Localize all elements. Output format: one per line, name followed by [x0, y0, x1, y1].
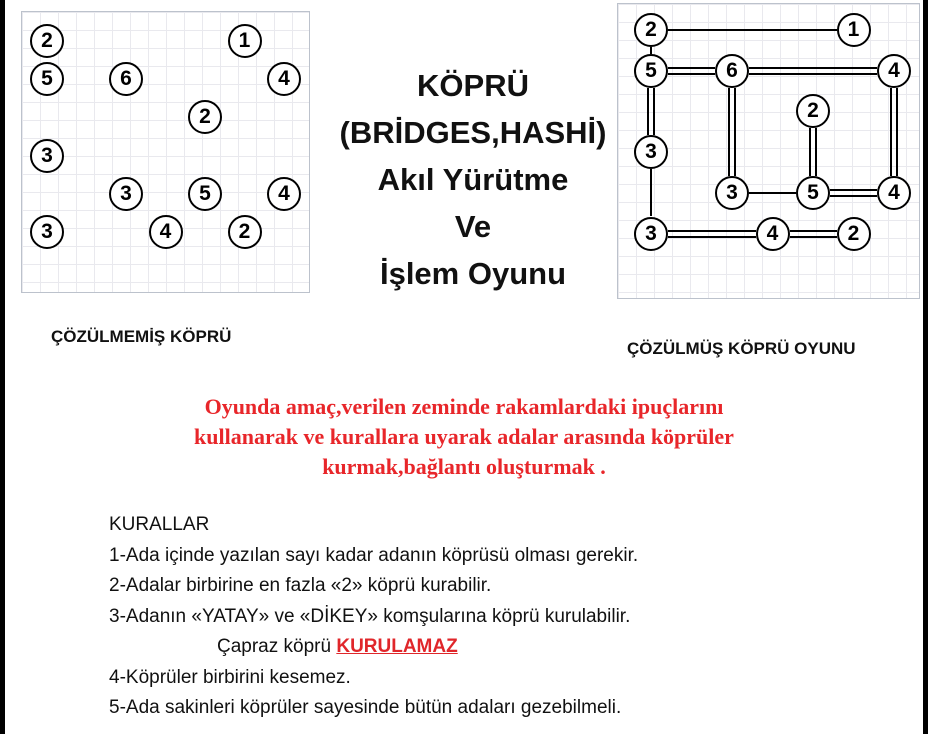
bridge: [668, 67, 715, 75]
bridge: [668, 29, 837, 32]
bridge: [830, 189, 877, 197]
island: 4: [877, 54, 911, 88]
island: 2: [228, 215, 262, 249]
bridge: [728, 88, 736, 176]
island: 2: [634, 13, 668, 47]
island: 6: [109, 62, 143, 96]
rule-4: 4-Köprüler birbirini kesemez.: [109, 666, 351, 688]
island: 5: [30, 62, 64, 96]
island: 2: [30, 24, 64, 58]
bridge: [650, 169, 653, 216]
bridge: [749, 192, 796, 195]
island: 4: [877, 176, 911, 210]
rule-5: 5-Ada sakinleri köprüler sayesinde bütün adaları gezebilmeli.: [109, 697, 622, 718]
island: 3: [30, 215, 64, 249]
rules-heading: KURALLAR: [109, 514, 210, 535]
title-line: (BRİDGES,HASHİ): [339, 115, 607, 150]
island: 2: [837, 217, 871, 251]
island: 6: [715, 54, 749, 88]
slide: [5, 0, 923, 734]
title-line: İşlem Oyunu: [379, 256, 567, 291]
bridge: [890, 88, 898, 176]
unsolved-puzzle-board: [21, 11, 310, 293]
island: 3: [634, 135, 668, 169]
title-line: Akıl Yürütme: [377, 162, 569, 197]
rule-3: 3-Adanın «YATAY» ve «DİKEY» komşularına köprü kurulabilir.: [109, 605, 631, 627]
rule-2: 2-Adalar birbirine en fazla «2» köprü kurabilir.: [109, 575, 492, 596]
bridge: [647, 88, 655, 135]
goal-line: Oyunda amaç,verilen zeminde rakamlardaki ipuçlarını: [204, 394, 724, 419]
island: 2: [188, 100, 222, 134]
rule-3-note-text: Çapraz köprü: [217, 636, 337, 657]
island: 5: [796, 176, 830, 210]
island: 3: [715, 176, 749, 210]
island: 5: [634, 54, 668, 88]
island: 4: [756, 217, 790, 251]
title-line: KÖPRÜ: [417, 68, 529, 103]
slide-title: [323, 62, 623, 297]
rule-1: 1-Ada içinde yazılan sayı kadar adanın köprüsü olması gerekir.: [109, 544, 639, 566]
island: 3: [30, 139, 64, 173]
island: 1: [228, 24, 262, 58]
goal-line: kullanarak ve kurallara uyarak adalar arasında köprüler: [194, 424, 734, 449]
island: 3: [634, 217, 668, 251]
island: 3: [109, 177, 143, 211]
island: 4: [267, 177, 301, 211]
unsolved-caption: ÇÖZÜLMEMİŞ KÖPRÜ: [51, 327, 232, 346]
island: 4: [149, 215, 183, 249]
bridge: [790, 230, 837, 238]
title-line: Ve: [454, 209, 492, 244]
bridge: [809, 128, 817, 175]
island: 4: [267, 62, 301, 96]
bridge: [650, 47, 653, 54]
island: 1: [837, 13, 871, 47]
rules-list: [109, 510, 829, 724]
bridge: [668, 230, 756, 238]
solved-caption: ÇÖZÜLMÜŞ KÖPRÜ OYUNU: [627, 339, 856, 358]
rule-3-emphasis: KURULAMAZ: [336, 636, 458, 657]
goal-text: [5, 392, 923, 482]
bridge: [749, 67, 877, 75]
rule-3-note: [109, 632, 829, 663]
island: 5: [188, 177, 222, 211]
goal-line: kurmak,bağlantı oluşturmak .: [322, 454, 606, 479]
solved-puzzle-board: [617, 3, 920, 299]
island: 2: [796, 94, 830, 128]
